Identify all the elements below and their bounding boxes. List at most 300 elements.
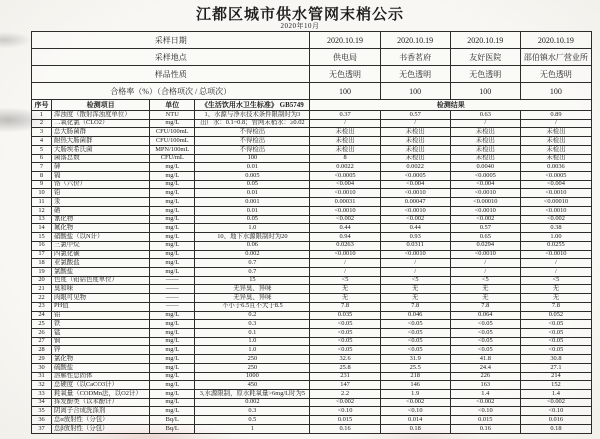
table-body xyxy=(32,32,592,434)
cell-result: <0.10 xyxy=(310,407,380,416)
cell-no: 7 xyxy=(32,163,52,172)
cell-no: 31 xyxy=(32,372,52,381)
cell-unit: mg/L xyxy=(150,381,195,390)
cell-result: 无 xyxy=(380,294,450,303)
cell-unit: mg/L xyxy=(150,224,195,233)
cell-standard: 0.1 xyxy=(195,328,310,337)
cell-standard: 3,水源限制，原水耗氧量>6mg/L时为5 xyxy=(195,390,310,399)
cell-unit: CFU/mL xyxy=(150,154,195,163)
cell-no: 14 xyxy=(32,224,52,233)
cell-result: / xyxy=(310,267,380,276)
cell-result: <0.05 xyxy=(380,320,450,329)
cell-result: / xyxy=(310,119,380,128)
table-row xyxy=(32,416,592,425)
cell-standard: 0.002 xyxy=(195,398,310,407)
cell-item: 阴离子合成洗涤剂 xyxy=(52,407,150,416)
cell-unit: mg/L xyxy=(150,233,195,242)
cell-result: 未检出 xyxy=(450,128,520,137)
table-row xyxy=(32,163,592,172)
meta-row-3 xyxy=(32,83,592,100)
cell-result: <0.05 xyxy=(310,346,380,355)
cell-item: 铜 xyxy=(52,337,150,346)
cell-no: 36 xyxy=(32,416,52,425)
cell-no: 26 xyxy=(32,328,52,337)
table-row xyxy=(32,145,592,154)
table-row xyxy=(32,424,592,433)
cell-result: 未检出 xyxy=(380,137,450,146)
meta-value: 友好医院 xyxy=(450,49,520,66)
cell-result: <0.0005 xyxy=(450,172,520,181)
table-row xyxy=(32,355,592,364)
cell-unit: mg/L xyxy=(150,250,195,259)
table-row xyxy=(32,215,592,224)
cell-result: 152 xyxy=(520,381,591,390)
cell-result: 0.57 xyxy=(450,224,520,233)
cell-result: <0.0005 xyxy=(520,172,591,181)
cell-item: 铁 xyxy=(52,320,150,329)
cell-no: 24 xyxy=(32,311,52,320)
cell-result: 7.8 xyxy=(520,302,591,311)
cell-result: 0.63 xyxy=(450,111,520,120)
cell-no: 37 xyxy=(32,424,52,433)
cell-result: / xyxy=(450,119,520,128)
cell-item: 大肠埃希氏菌 xyxy=(52,145,150,154)
cell-no: 8 xyxy=(32,172,52,181)
cell-result: 0.44 xyxy=(380,224,450,233)
table-row xyxy=(32,154,592,163)
cell-item: 硒 xyxy=(52,206,150,215)
cell-result: <0.002 xyxy=(380,398,450,407)
cell-no: 21 xyxy=(32,285,52,294)
cell-unit: mg/L xyxy=(150,163,195,172)
cell-result: <0.0010 xyxy=(380,250,450,259)
table-row xyxy=(32,328,592,337)
cell-result: <0.0010 xyxy=(520,250,591,259)
cell-result: <0.05 xyxy=(450,320,520,329)
cell-result: 2.2 xyxy=(310,390,380,399)
cell-result: 147 xyxy=(310,381,380,390)
cell-result: 无 xyxy=(450,294,520,303)
table-row xyxy=(32,398,592,407)
cell-standard: 0.3 xyxy=(195,407,310,416)
col-header-result: 检测结果 xyxy=(310,100,592,111)
cell-result: <0.0005 xyxy=(380,172,450,181)
meta-label: 采样地点 xyxy=(32,49,310,66)
cell-standard: 1.0 xyxy=(195,337,310,346)
meta-value: 100 xyxy=(380,83,450,100)
cell-result: <5 xyxy=(380,276,450,285)
table-row xyxy=(32,337,592,346)
cell-no: 23 xyxy=(32,302,52,311)
cell-standard: 250 xyxy=(195,363,310,372)
meta-value: 书香茗府 xyxy=(380,49,450,66)
cell-no: 22 xyxy=(32,294,52,303)
table-row xyxy=(32,276,592,285)
cell-result: 未检出 xyxy=(310,128,380,137)
table-row xyxy=(32,224,592,233)
cell-result: 1.00 xyxy=(520,233,591,242)
cell-no: 2 xyxy=(32,119,52,128)
meta-value: 无色透明 xyxy=(520,66,591,83)
cell-result: 无 xyxy=(450,285,520,294)
cell-no: 32 xyxy=(32,381,52,390)
cell-standard: 0.001 xyxy=(195,198,310,207)
cell-standard: 0.01 xyxy=(195,163,310,172)
cell-result: <0.0010 xyxy=(380,189,450,198)
table-row xyxy=(32,241,592,250)
cell-result: 未检出 xyxy=(450,154,520,163)
cell-result: <0.05 xyxy=(450,328,520,337)
cell-result: 30.8 xyxy=(520,355,591,364)
cell-result: / xyxy=(380,267,450,276)
cell-item: 锰 xyxy=(52,328,150,337)
cell-result: 27.1 xyxy=(520,363,591,372)
cell-result: 146 xyxy=(380,381,450,390)
cell-unit: mg/L xyxy=(150,311,195,320)
water-quality-table xyxy=(31,31,592,434)
cell-result: 231 xyxy=(310,372,380,381)
column-header-row xyxy=(32,100,592,111)
page-subtitle: 2020年10月 xyxy=(280,22,320,30)
cell-item: 氯化物 xyxy=(52,355,150,364)
cell-result: 0.16 xyxy=(310,424,380,433)
cell-item: 总β放射性（分包） xyxy=(52,424,150,433)
cell-result: <0.0010 xyxy=(450,250,520,259)
cell-standard: 10、地下水源限制时为20 xyxy=(195,233,310,242)
table-row xyxy=(32,111,592,120)
cell-no: 28 xyxy=(32,346,52,355)
cell-no: 6 xyxy=(32,154,52,163)
cell-unit: mg/L xyxy=(150,390,195,399)
cell-item: 臭和味 xyxy=(52,285,150,294)
meta-value: 2020.10.19 xyxy=(380,32,450,49)
cell-result: <0.05 xyxy=(380,328,450,337)
cell-result: / xyxy=(520,267,591,276)
cell-result: <5 xyxy=(310,276,380,285)
cell-no: 27 xyxy=(32,337,52,346)
cell-result: 未检出 xyxy=(380,145,450,154)
cell-result: <0.05 xyxy=(380,337,450,346)
table-row xyxy=(32,302,592,311)
cell-result: <0.05 xyxy=(310,320,380,329)
cell-result: 未检出 xyxy=(310,137,380,146)
cell-item: PH值 xyxy=(52,302,150,311)
cell-standard: 出厂水：0.1~0.8；管网末梢水：≥0.02 xyxy=(195,119,310,128)
cell-result: 31.9 xyxy=(380,355,450,364)
cell-result: 1.9 xyxy=(380,390,450,399)
cell-item: 镉 xyxy=(52,172,150,181)
meta-value: 2020.10.19 xyxy=(310,32,380,49)
table-row xyxy=(32,198,592,207)
cell-no: 19 xyxy=(32,267,52,276)
cell-result: 0.0255 xyxy=(520,241,591,250)
cell-no: 17 xyxy=(32,250,52,259)
table-row xyxy=(32,346,592,355)
cell-unit: mg/L xyxy=(150,346,195,355)
cell-unit: mg/L xyxy=(150,337,195,346)
cell-item: 亚氯酸盐 xyxy=(52,259,150,268)
cell-result: <0.0010 xyxy=(310,189,380,198)
meta-value: 供电局 xyxy=(310,49,380,66)
cell-no: 33 xyxy=(32,390,52,399)
cell-item: 硫酸盐 xyxy=(52,363,150,372)
cell-result: 7.8 xyxy=(310,302,380,311)
meta-value: 100 xyxy=(520,83,591,100)
cell-item: 挥发酚类（以苯酚计） xyxy=(52,398,150,407)
meta-value: 无色透明 xyxy=(310,66,380,83)
cell-result: <0.004 xyxy=(380,180,450,189)
cell-result: 未检出 xyxy=(520,128,591,137)
cell-item: 肉眼可见物 xyxy=(52,294,150,303)
meta-value: 100 xyxy=(310,83,380,100)
cell-result: <0.10 xyxy=(450,407,520,416)
cell-result: <0.0005 xyxy=(310,172,380,181)
cell-result: <0.00010 xyxy=(450,198,520,207)
cell-result: 163 xyxy=(450,381,520,390)
cell-no: 30 xyxy=(32,363,52,372)
cell-result: / xyxy=(380,259,450,268)
cell-result: 未检出 xyxy=(310,145,380,154)
cell-item: 氰化物 xyxy=(52,215,150,224)
cell-result: <0.004 xyxy=(520,180,591,189)
cell-standard: 无异臭、异味 xyxy=(195,294,310,303)
cell-result: 214 xyxy=(520,372,591,381)
cell-result: 0.16 xyxy=(450,424,520,433)
cell-unit: mg/L xyxy=(150,372,195,381)
cell-result: / xyxy=(450,267,520,276)
cell-item: 浑浊度（散射浑浊度单位） xyxy=(52,111,150,120)
table-row xyxy=(32,250,592,259)
cell-result: 无 xyxy=(310,294,380,303)
cell-standard: 250 xyxy=(195,355,310,364)
cell-unit: —— xyxy=(150,302,195,311)
cell-standard: 0.7 xyxy=(195,259,310,268)
cell-item: 汞 xyxy=(52,198,150,207)
cell-standard: 0.5 xyxy=(195,416,310,425)
cell-result: 无 xyxy=(380,285,450,294)
table-row xyxy=(32,180,592,189)
cell-item: 色度（铂钴色度单位） xyxy=(52,276,150,285)
cell-result: 25.5 xyxy=(380,363,450,372)
cell-result: <0.10 xyxy=(520,407,591,416)
cell-item: 总大肠菌群 xyxy=(52,128,150,137)
cell-standard: 0.05 xyxy=(195,180,310,189)
cell-result: <0.0010 xyxy=(380,206,450,215)
cell-result: 25.8 xyxy=(310,363,380,372)
cell-unit: Bq/L xyxy=(150,424,195,433)
cell-result: / xyxy=(450,259,520,268)
cell-result: 0.44 xyxy=(310,224,380,233)
table-row xyxy=(32,285,592,294)
cell-no: 10 xyxy=(32,189,52,198)
cell-result: 0.18 xyxy=(380,424,450,433)
meta-row-0 xyxy=(32,32,592,49)
cell-result: 24.4 xyxy=(450,363,520,372)
cell-standard: 1.0 xyxy=(195,346,310,355)
cell-unit: mg/L xyxy=(150,180,195,189)
cell-standard: 1 xyxy=(195,424,310,433)
cell-standard: 15 xyxy=(195,276,310,285)
cell-result: <0.004 xyxy=(450,180,520,189)
cell-result: 0.052 xyxy=(520,311,591,320)
cell-result: 0.65 xyxy=(450,233,520,242)
cell-item: 锌 xyxy=(52,346,150,355)
table-row xyxy=(32,407,592,416)
cell-standard: 不小于6.5且不大于8.5 xyxy=(195,302,310,311)
meta-value: 无色透明 xyxy=(380,66,450,83)
table-row xyxy=(32,119,592,128)
cell-result: <0.002 xyxy=(310,215,380,224)
cell-result: / xyxy=(310,259,380,268)
table-row xyxy=(32,172,592,181)
table-row xyxy=(32,372,592,381)
meta-value: 邵伯镇水厂营业所 xyxy=(520,49,591,66)
meta-value: 无色透明 xyxy=(450,66,520,83)
cell-no: 16 xyxy=(32,241,52,250)
cell-result: 0.0036 xyxy=(520,163,591,172)
cell-unit: mg/L xyxy=(150,355,195,364)
cell-unit: mg/L xyxy=(150,215,195,224)
cell-no: 20 xyxy=(32,276,52,285)
cell-result: <0.0010 xyxy=(450,206,520,215)
cell-no: 3 xyxy=(32,128,52,137)
cell-unit: mg/L xyxy=(150,259,195,268)
cell-item: 耐热大肠菌群 xyxy=(52,137,150,146)
cell-result: <0.002 xyxy=(310,398,380,407)
cell-result: 未检出 xyxy=(380,154,450,163)
table-row xyxy=(32,233,592,242)
cell-standard: 不得检出 xyxy=(195,137,310,146)
table-row xyxy=(32,381,592,390)
meta-row-2 xyxy=(32,66,592,83)
cell-standard: 0.3 xyxy=(195,320,310,329)
cell-standard: 0.01 xyxy=(195,206,310,215)
table-row xyxy=(32,189,592,198)
cell-unit: mg/L xyxy=(150,320,195,329)
cell-standard: 100 xyxy=(195,154,310,163)
cell-unit: mg/L xyxy=(150,206,195,215)
table-row xyxy=(32,267,592,276)
cell-result: 无 xyxy=(310,285,380,294)
cell-result: <0.002 xyxy=(380,215,450,224)
table-row xyxy=(32,128,592,137)
cell-standard: 不得检出 xyxy=(195,145,310,154)
cell-unit: mg/L xyxy=(150,198,195,207)
cell-result: <0.0010 xyxy=(310,206,380,215)
cell-item: 总α放射性（分包） xyxy=(52,416,150,425)
cell-unit: —— xyxy=(150,285,195,294)
cell-result: <0.05 xyxy=(380,346,450,355)
cell-unit: mg/L xyxy=(150,398,195,407)
cell-standard: 0.002 xyxy=(195,250,310,259)
cell-result: <0.05 xyxy=(520,328,591,337)
cell-result: 226 xyxy=(450,372,520,381)
cell-item: 铝 xyxy=(52,311,150,320)
cell-standard: 无异臭、异味 xyxy=(195,285,310,294)
cell-result: <0.05 xyxy=(520,346,591,355)
meta-value: 2020.10.19 xyxy=(450,32,520,49)
cell-result: 0.046 xyxy=(380,311,450,320)
cell-result: 未检出 xyxy=(520,137,591,146)
cell-result: / xyxy=(520,119,591,128)
cell-result: <0.05 xyxy=(450,346,520,355)
cell-item: 菌落总数 xyxy=(52,154,150,163)
cell-result: 无 xyxy=(520,285,591,294)
cell-unit: —— xyxy=(150,294,195,303)
cell-item: 砷 xyxy=(52,163,150,172)
cell-result: 未检出 xyxy=(450,145,520,154)
cell-item: 耗氧量（CODMn法，以O2计） xyxy=(52,390,150,399)
cell-result: 32.6 xyxy=(310,355,380,364)
cell-unit: mg/L xyxy=(150,189,195,198)
cell-no: 29 xyxy=(32,355,52,364)
cell-unit: mg/L xyxy=(150,119,195,128)
cell-result: 0.38 xyxy=(520,224,591,233)
cell-item: 氟化物 xyxy=(52,224,150,233)
cell-no: 13 xyxy=(32,215,52,224)
cell-result: 7.8 xyxy=(380,302,450,311)
meta-row-1 xyxy=(32,49,592,66)
cell-item: 硝酸盐（以N计） xyxy=(52,233,150,242)
cell-result: 0.0022 xyxy=(380,163,450,172)
cell-result: <0.05 xyxy=(310,328,380,337)
cell-result: 无 xyxy=(520,294,591,303)
cell-result: 0.57 xyxy=(380,111,450,120)
cell-result: <0.05 xyxy=(310,337,380,346)
cell-result: <5 xyxy=(520,276,591,285)
cell-result: <0.002 xyxy=(450,398,520,407)
cell-result: 8 xyxy=(310,154,380,163)
cell-no: 1 xyxy=(32,111,52,120)
cell-result: 0.00031 xyxy=(310,198,380,207)
cell-result: 1.4 xyxy=(450,390,520,399)
cell-result: 0.064 xyxy=(450,311,520,320)
cell-no: 5 xyxy=(32,145,52,154)
cell-result: <0.004 xyxy=(310,180,380,189)
cell-result: <0.0010 xyxy=(310,250,380,259)
cell-unit: CFU/100mL xyxy=(150,137,195,146)
cell-result: 0.0022 xyxy=(310,163,380,172)
cell-result: 1.4 xyxy=(520,390,591,399)
cell-standard: 不得检出 xyxy=(195,128,310,137)
cell-no: 25 xyxy=(32,320,52,329)
cell-result: 0.0311 xyxy=(380,241,450,250)
cell-result: <0.05 xyxy=(450,337,520,346)
col-header-no: 序号 xyxy=(32,100,52,111)
meta-value: 100 xyxy=(450,83,520,100)
meta-value: 2020.10.19 xyxy=(520,32,591,49)
cell-result: <0.0010 xyxy=(520,206,591,215)
cell-standard: 0.06 xyxy=(195,241,310,250)
cell-standard: 1000 xyxy=(195,372,310,381)
cell-result: 0.37 xyxy=(310,111,380,120)
cell-result: 41.8 xyxy=(450,355,520,364)
cell-unit: mg/L xyxy=(150,407,195,416)
cell-result: 0.015 xyxy=(450,416,520,425)
cell-no: 34 xyxy=(32,398,52,407)
cell-result: 0.89 xyxy=(520,111,591,120)
page-title: 江都区城市供水管网末梢公示 xyxy=(195,6,404,23)
cell-item: 二氧化氯（CLO2） xyxy=(52,119,150,128)
cell-unit: mg/L xyxy=(150,241,195,250)
cell-unit: CFU/100mL xyxy=(150,128,195,137)
cell-no: 4 xyxy=(32,137,52,146)
table-row xyxy=(32,363,592,372)
col-header-unit: 单位 xyxy=(150,100,195,111)
cell-result: <0.002 xyxy=(520,398,591,407)
cell-standard: 0.2 xyxy=(195,311,310,320)
cell-result: 未检出 xyxy=(380,128,450,137)
